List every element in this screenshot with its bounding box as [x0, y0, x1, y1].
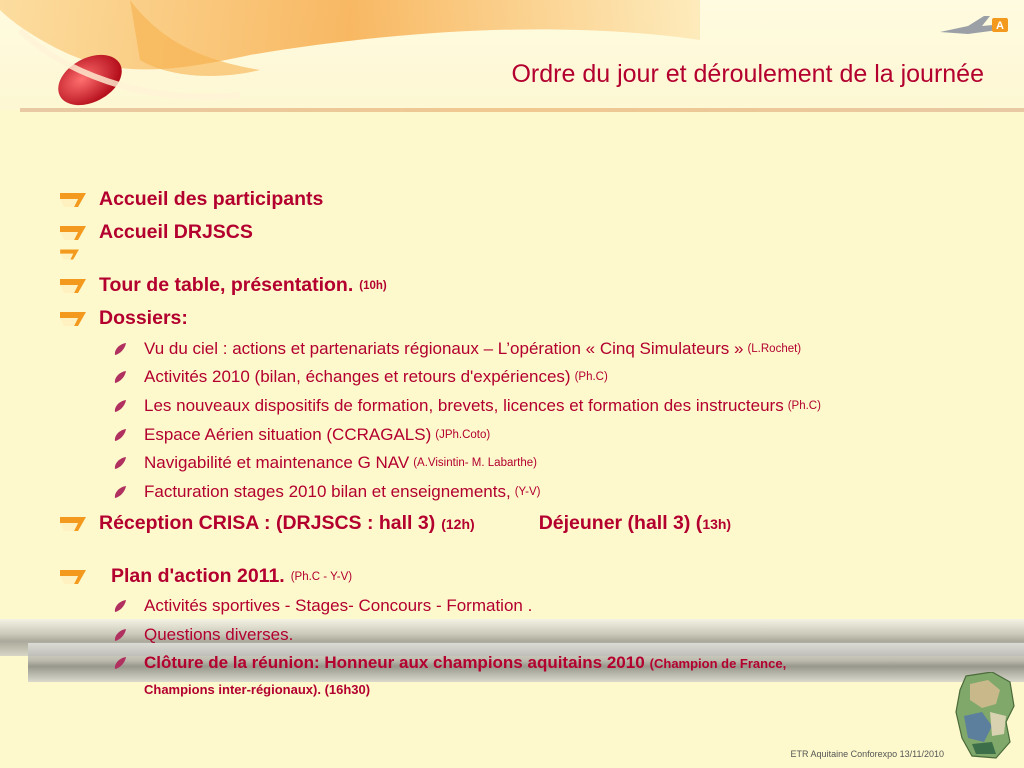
- leaf-icon: [113, 599, 127, 613]
- plan-item: [113, 625, 293, 645]
- orange-arrow-icon: [60, 310, 90, 328]
- aquitaine-map-image: [952, 672, 1016, 760]
- agenda-item-time: (10h): [359, 279, 387, 292]
- plan-item-text: Clôture de la réunion: Honneur aux champions aquitains 2010: [144, 653, 645, 672]
- dossier-text: Vu du ciel : actions et partenariats régionaux – L’opération « Cinq Simulateurs »: [144, 339, 744, 358]
- dossier-text: Facturation stages 2010 bilan et enseignements,: [144, 482, 511, 501]
- leaf-icon: [113, 456, 127, 470]
- agenda-item-text: Tour de table, présentation.: [99, 274, 354, 296]
- dossier-presenter: (Ph.C): [787, 400, 821, 412]
- dossier-item: [113, 453, 537, 473]
- dossier-presenter: (JPh.Coto): [435, 429, 491, 441]
- plan-item-text: Questions diverses.: [144, 625, 294, 644]
- dossier-presenter: (L.Rochet): [747, 343, 802, 355]
- dossier-text: Activités 2010 (bilan, échanges et retours d'expériences): [144, 367, 571, 386]
- footer-text: ETR Aquitaine Conforexpo 13/11/2010: [790, 749, 944, 759]
- dossier-presenter: (Ph.C): [574, 371, 608, 383]
- agenda-item-plan: [60, 565, 352, 588]
- dossier-item: [113, 367, 608, 387]
- dossier-item: [113, 425, 490, 445]
- plan-item-text: Activités sportives - Stages- Concours - Formation .: [144, 596, 533, 615]
- agenda-item: [60, 307, 188, 330]
- plan-text: Plan d'action 2011.: [111, 565, 285, 587]
- header-swoosh-art: [0, 0, 700, 110]
- agenda-item-text: Accueil DRJSCS: [99, 221, 253, 243]
- agenda-item-reception: [60, 512, 731, 535]
- reception-time: (12h): [441, 515, 475, 532]
- plan-item: [113, 596, 532, 616]
- leaf-icon: [113, 370, 127, 384]
- orange-arrow-icon: [60, 224, 90, 242]
- header: [0, 0, 1024, 110]
- orange-arrow-icon: [60, 277, 90, 295]
- leaf-icon: [113, 428, 127, 442]
- svg-text:A: A: [996, 20, 1004, 32]
- orange-arrow-icon: [60, 568, 90, 586]
- leaf-icon: [113, 656, 127, 670]
- plan-item-closing: [113, 653, 786, 673]
- agenda-item-text: Dossiers:: [99, 307, 188, 329]
- dossier-text: Espace Aérien situation (CCRAGALS): [144, 425, 432, 444]
- agenda-item: [60, 274, 387, 297]
- dossier-item: [113, 482, 540, 502]
- reception-text: Réception CRISA : (DRJSCS : hall 3): [99, 512, 436, 534]
- agenda-item-text: Accueil des participants: [99, 188, 324, 210]
- leaf-icon: [113, 628, 127, 642]
- header-divider: [20, 108, 1024, 112]
- dossier-item: [113, 339, 801, 359]
- lunch-text: Déjeuner (hall 3) (: [538, 512, 703, 534]
- leaf-icon: [113, 485, 127, 499]
- plan-item-note: (Champion de France,: [649, 655, 787, 671]
- dossier-item: [113, 396, 821, 416]
- dossier-text: Navigabilité et maintenance G NAV: [144, 453, 410, 472]
- airplane-logo-icon: [938, 12, 1010, 38]
- agenda-item-empty: [60, 248, 91, 261]
- plan-presenter: (Ph.C - Y-V): [290, 570, 353, 583]
- leaf-icon: [113, 342, 127, 356]
- plan-item-note-line2: Champions inter-régionaux). (16h30): [144, 682, 371, 697]
- agenda-item: [60, 188, 323, 211]
- dossier-text: Les nouveaux dispositifs de formation, brevets, licences et formation des instructeurs: [144, 396, 784, 415]
- orange-arrow-icon: [60, 191, 90, 209]
- plan-item-closing-line2: [144, 682, 370, 697]
- page-title: Ordre du jour et déroulement de la journée: [511, 60, 984, 88]
- orange-arrow-icon: [60, 515, 90, 533]
- agenda-item: [60, 221, 253, 244]
- leaf-icon: [113, 399, 127, 413]
- orange-arrow-icon: [60, 248, 82, 261]
- lunch-time: 13h): [702, 515, 732, 532]
- dossier-presenter: (Y-V): [514, 486, 541, 498]
- dossier-presenter: (A.Visintin- M. Labarthe): [413, 457, 538, 469]
